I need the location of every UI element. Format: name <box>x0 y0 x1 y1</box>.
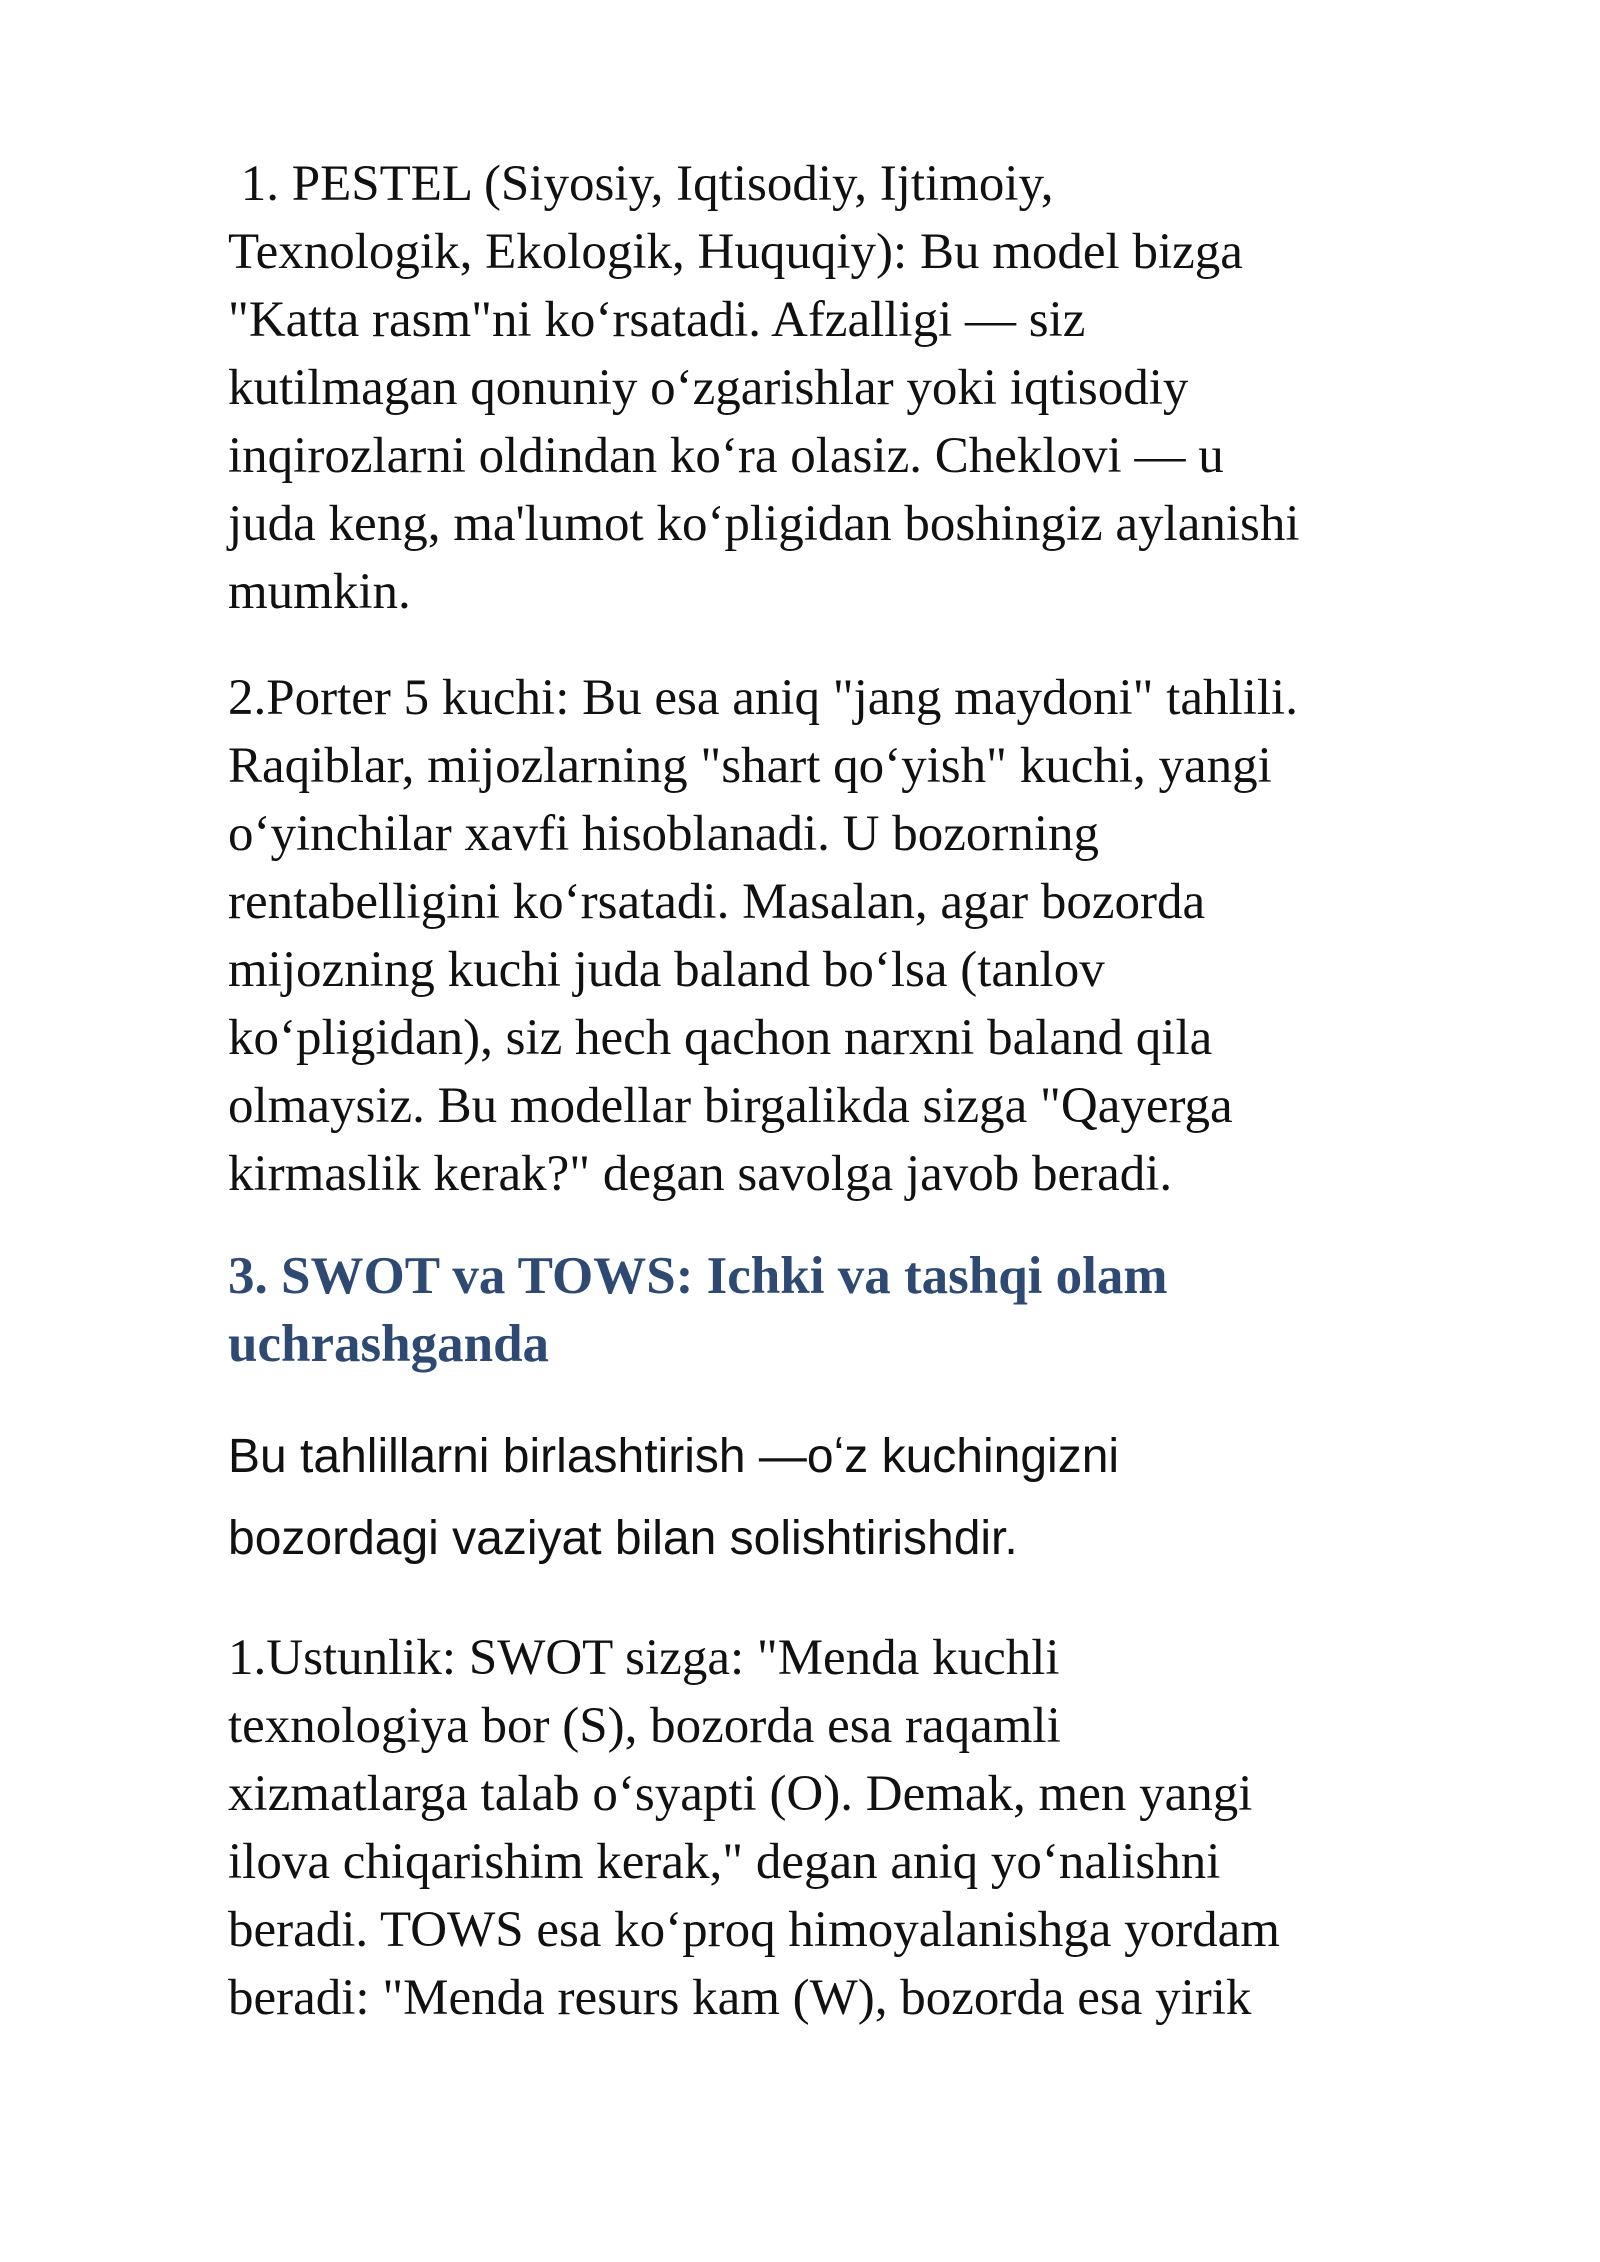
text-line: juda keng, ma'lumot koʻpligidan boshingiz aylanishi <box>228 496 1300 552</box>
text-line: 2.Porter 5 kuchi: Bu esa aniq "jang maydoni" tahlili. <box>228 670 1298 726</box>
heading-line: uchrashganda <box>228 1315 550 1373</box>
text-line: Raqiblar, mijozlarning "shart qoʻyish" kuchi, yangi <box>228 738 1272 794</box>
text-line: 1.Ustunlik: SWOT sizga: "Menda kuchli <box>228 1630 1060 1686</box>
intro-paragraph <box>228 1416 1488 1580</box>
text-line: texnologiya bor (S), bozorda esa raqamli <box>228 1698 1061 1754</box>
section-heading <box>228 1242 1488 1378</box>
text-line: oʻyinchilar xavfi hisoblanadi. U bozorning <box>228 806 1100 862</box>
text-line: koʻpligidan), siz hech qachon narxni baland qila <box>228 1010 1213 1066</box>
text-line: beradi. TOWS esa koʻproq himoyalanishga yordam <box>228 1902 1280 1958</box>
heading-line: 3. SWOT va TOWS: Ichki va tashqi olam <box>228 1247 1168 1305</box>
porter-paragraph <box>228 664 1488 1208</box>
text-line: Texnologik, Ekologik, Huquqiy): Bu model bizga <box>228 224 1243 280</box>
text-line: rentabelligini koʻrsatadi. Masalan, agar bozorda <box>228 874 1206 930</box>
text-line: olmaysiz. Bu modellar birgalikda sizga "Qayerga <box>228 1078 1233 1134</box>
ustunlik-paragraph <box>228 1624 1488 2032</box>
document-content <box>228 150 1488 2032</box>
text-line: kirmaslik kerak?" degan savolga javob beradi. <box>228 1146 1173 1202</box>
text-line: xizmatlarga talab oʻsyapti (O). Demak, men yangi <box>228 1766 1253 1822</box>
text-line: mijozning kuchi juda baland boʻlsa (tanlov <box>228 942 1105 998</box>
text-line: mumkin. <box>228 564 411 620</box>
pestel-paragraph <box>228 150 1488 626</box>
text-line: 1. PESTEL (Siyosiy, Iqtisodiy, Ijtimoiy, <box>228 156 1054 212</box>
text-line: ilova chiqarishim kerak," degan aniq yoʻnalishni <box>228 1834 1221 1890</box>
text-line: Bu tahlillarni birlashtirish —oʻz kuchingizni <box>228 1430 1120 1483</box>
text-line: bozordagi vaziyat bilan solishtirishdir. <box>228 1512 1018 1565</box>
text-line: inqirozlarni oldindan koʻra olasiz. Cheklovi — u <box>228 428 1224 484</box>
text-line: "Katta rasm"ni koʻrsatadi. Afzalligi — siz <box>228 292 1086 348</box>
text-line: kutilmagan qonuniy oʻzgarishlar yoki iqtisodiy <box>228 360 1189 416</box>
text-line: beradi: "Menda resurs kam (W), bozorda esa yirik <box>228 1970 1252 2026</box>
